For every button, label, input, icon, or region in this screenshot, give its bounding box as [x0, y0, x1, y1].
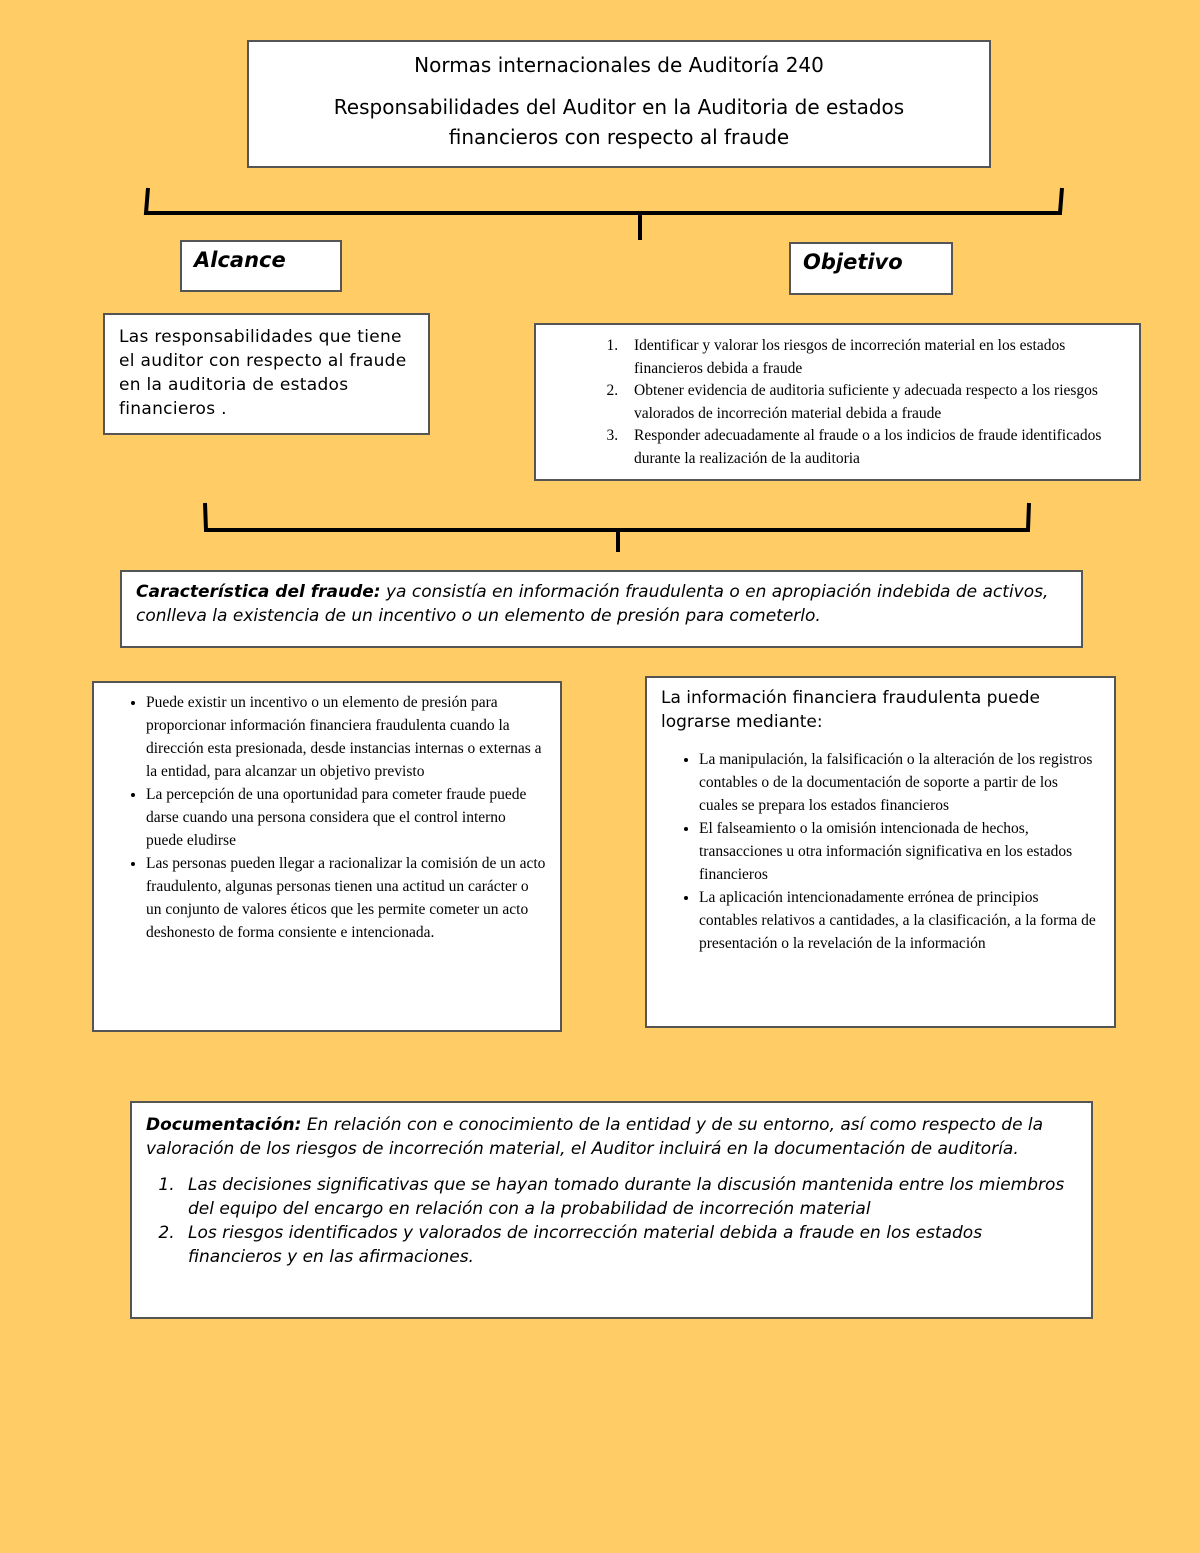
objetivo-list-box	[534, 323, 1141, 481]
incentivos-list	[108, 691, 546, 944]
informacion-intro: La información financiera fraudulenta puede lograrse mediante:	[661, 688, 1040, 732]
documentacion-item: 2. Los riesgos identificados y valorados de incorrección material debida a fraude en los estados financieros y en las afirmaciones.	[180, 1221, 1077, 1269]
documentacion-list	[146, 1173, 1077, 1269]
documentacion-paragraph	[146, 1113, 1077, 1161]
incentivo-item: • Puede existir un incentivo o un elemento de presión para proporcionar información financiera fraudulenta cuando la dirección esta presionada, desde instancias internas o externas a la entidad, para alcanzar un objetivo previsto	[146, 691, 546, 783]
documentacion-box	[130, 1101, 1093, 1319]
page-title: Normas internacionales de Auditoría 240	[414, 53, 824, 77]
page-subtitle: Responsabilidades del Auditor en la Auditoria de estados financieros con respecto al fraude	[333, 95, 905, 149]
caracteristica-label: Característica del fraude:	[136, 582, 381, 602]
informacion-item: • La aplicación intencionadamente errónea de principios contables relativos a cantidades, a la clasificación, a la forma de presentación o la revelación de la información	[699, 886, 1100, 955]
informacion-item: • La manipulación, la falsificación o la alteración de los registros contables o de la documentación de soporte a partir de los cuales se prepara los estados financieros	[699, 748, 1100, 817]
documentacion-item: 1. Las decisiones significativas que se hayan tomado durante la discusión mantenida entre los miembros del equipo del encargo en relación con a la probabilidad de incorreción material	[180, 1173, 1077, 1221]
middle-brace	[205, 503, 1029, 552]
incentivos-box	[92, 681, 562, 1032]
informacion-box	[645, 676, 1116, 1028]
objetivo-item: 2. Obtener evidencia de auditoria suficiente y adecuada respecto a los riesgos valorados de incorreción material debida a fraude	[622, 380, 1125, 425]
objetivo-label: Objetivo	[803, 250, 903, 274]
documentacion-text: En relación con e conocimiento de la entidad y de su entorno, así como respecto de la valoración de los riesgos de incorreción material, el Auditor incluirá en la documentación de auditoría.	[146, 1115, 1044, 1159]
caracteristica-text: ya consistía en información fraudulenta o en apropiación indebida de activos, conlleva la existencia de un incentivo o un elemento de presión para cometerlo.	[136, 582, 1049, 626]
top-brace	[146, 188, 1062, 240]
alcance-text: Las responsabilidades que tiene el auditor con respecto al fraude en la auditoria de estados financieros .	[119, 327, 407, 419]
documentacion-label: Documentación:	[146, 1115, 302, 1135]
caracteristica-box	[120, 570, 1083, 648]
objetivo-item: 3. Responder adecuadamente al fraude o a los indicios de fraude identificados durante la realización de la auditoria	[622, 425, 1125, 470]
objetivo-item: 1. Identificar y valorar los riesgos de incorreción material en los estados financieros debida a fraude	[622, 335, 1125, 380]
incentivo-item: • Las personas pueden llegar a racionalizar la comisión de un acto fraudulento, algunas personas tienen una actitud un carácter o un conjunto de valores éticos que les permite cometer un acto deshonesto de forma consiente e intencionada.	[146, 852, 546, 944]
informacion-list	[661, 748, 1100, 955]
alcance-label-box	[180, 240, 342, 292]
alcance-description	[103, 313, 430, 435]
informacion-item: • El falseamiento o la omisión intencionada de hechos, transacciones u otra información significativa en los estados financieros	[699, 817, 1100, 886]
title-box	[247, 40, 991, 168]
objetivo-label-box	[789, 242, 953, 295]
objetivo-list	[550, 335, 1125, 470]
incentivo-item: • La percepción de una oportunidad para cometer fraude puede darse cuando una persona considera que el control interno puede eludirse	[146, 783, 546, 852]
alcance-label: Alcance	[194, 248, 286, 272]
